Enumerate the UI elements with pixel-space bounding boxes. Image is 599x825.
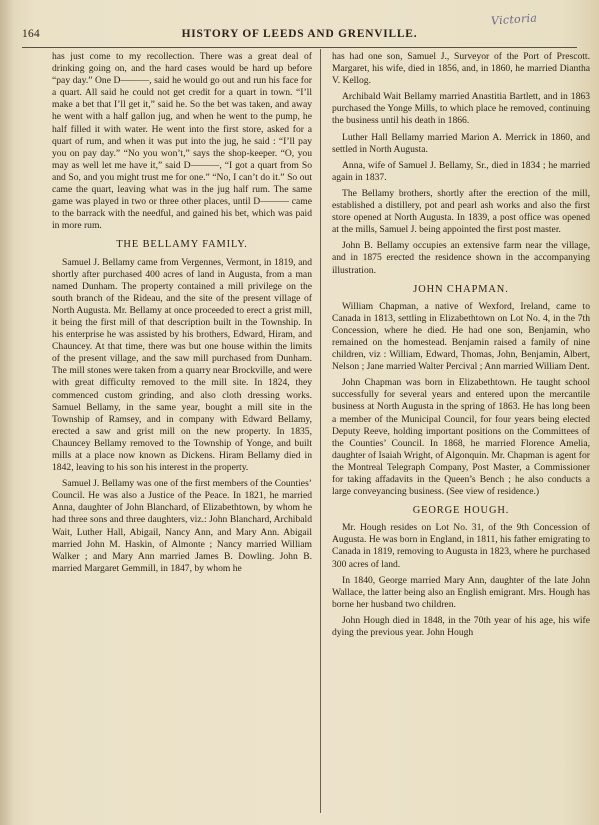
paragraph: Samuel J. Bellamy was one of the first members of the Counties’ Council. He was also a Justice of the Peace. In 1821, he married Anna, daughter of John Blanchard, of Elizabethtown, by whom he had three sons and three daughters, viz.: John Blanchard, Archibald Wait, Luther Hall, Abigail, Nancy Ann, and Mary Ann. Abigail married John M. Haskin, of Almonte ; Nancy married William Walker ; and Mary Ann married James B. Dowling. John B. married Margaret Gemmill, in 1847, by whom he bbox=[52, 478, 312, 574]
section-heading: JOHN CHAPMAN. bbox=[413, 283, 509, 295]
column-divider bbox=[320, 49, 321, 813]
section-heading: GEORGE HOUGH. bbox=[412, 505, 510, 517]
paragraph: Archibald Wait Bellamy married Anastitia Bartlett, and in 1863 purchased the Yonge Mills, to which place he removed, continuing the business until his death in 1866. bbox=[332, 91, 590, 127]
section-heading: THE BELLAMY FAMILY. bbox=[116, 239, 248, 251]
right-column bbox=[332, 51, 590, 643]
paragraph: has had one son, Samuel J., Surveyor of the Port of Prescott. Margaret, his wife, died in 1856, and, in 1860, he married Diantha V. Kellog. bbox=[332, 51, 590, 87]
paragraph: Luther Hall Bellamy married Marion A. Merrick in 1860, and settled in North Augusta. bbox=[332, 131, 590, 155]
left-column bbox=[52, 51, 312, 579]
paragraph: John Chapman was born in Elizabethtown. He taught school successfully for several years and entered upon the mercantile business at North Augusta in the spring of 1863. He has long been a member of the Municipal Council, for four years being elected Deputy Reeve, holding important positions on the Committees of the Counties’ Council. In 1868, he married Florence Amelia, daughter of Isaiah Wright, of Algonquin. Mr. Chapman is agent for the Montreal Telegraph Company, Post Master, a Commissioner for taking affadavits in the Queen’s Bench ; he also conducts a large conveyancing business. (See view of residence.) bbox=[332, 377, 590, 498]
handwritten-margin-note: Victoria bbox=[490, 11, 538, 28]
header-rule bbox=[22, 47, 577, 48]
paragraph: Anna, wife of Samuel J. Bellamy, Sr., died in 1834 ; he married again in 1837. bbox=[332, 159, 590, 183]
page-number: 164 bbox=[22, 28, 40, 40]
paragraph: The Bellamy brothers, shortly after the erection of the mill, established a distillery, pot and pearl ash works and also the first store opened at North Augusta. In 1839, a post office was opened at the mills, Samuel J. being appointed the first post master. bbox=[332, 187, 590, 236]
paragraph: Samuel J. Bellamy came from Vergennes, Vermont, in 1819, and shortly after purchased 400 acres of land in Augusta, from a man named Dunham. The property contained a mill privilege on the south branch of the Rideau, and the site of the present village of North Augusta. Mr. Bellamy at once proceeded to erect a grist mill, it being the first mill of that description built in the Township. In his enterprise he was assisted by his brothers, Edward, Hiram, and Chauncey. At that time, there was but one house within the limits of the present village, and the saw mill purchased from Dunham. The mill stones were taken from a quarry near Brockville, and were with great difficulty removed to the mill site. In 1824, they commenced custom grinding, and also cloth dressing works. Samuel Bellamy, in the same year, bought a mill site in the Township of Ramsey, and in company with Edward Bellamy, erected a saw and grist mill on the new property. In 1835, Chauncey Bellamy removed to the Township of Yonge, and built mills at a place now known as Dickens. Hiram Bellamy died in 1842, leaving to his son his interest in the property. bbox=[52, 256, 312, 474]
paragraph: has just come to my recollection. There was a great deal of drinking going on, and the hard cases would be hard up before “pay day.” One D———, said he would go out and run his face for a quart. All said he could not get credit for a quart in town. “I’ll make a bet that I’ll get it,” said he. So the bet was taken, and away he went with a half gallon jug, and when he went to the pump, he half filled it with water. He went into the first store, asked for a quart of rum, and when it was put into the jug, he said : “I’ll pay you on pay day.” “No you won’t,” says the shop-keeper. “O, you may as well let me have it,” said D———, “I got a quart from So and So, and you might trust me for one.” “No, I can’t do it.” So out came the quart, leaving what was in the jug half rum. The same game was played in two or three other places, until D——— came to the barrack with the needful, and gained his bet, which was paid in more rum. bbox=[52, 51, 312, 232]
page-edge-shadow bbox=[0, 0, 14, 825]
paragraph: In 1840, George married Mary Ann, daughter of the late John Wallace, the latter being also an English emigrant. Mrs. Hough has borne her husband two children. bbox=[332, 574, 590, 610]
running-header bbox=[22, 11, 577, 44]
paragraph: William Chapman, a native of Wexford, Ireland, came to Canada in 1813, settling in Elizabethtown on Lot No. 4, in the 7th Concession, where he died. He had one son, Benjamin, who remained on the homestead. Benjamin raised a family of nine children, viz : William, Edward, Thomas, John, Benjamin, Albert, Nelson ; Jane married Walter Percival ; Ann married William Dent. bbox=[332, 300, 590, 373]
paragraph: Mr. Hough resides on Lot No. 31, of the 9th Concession of Augusta. He was born in England, in 1811, his father emigrating to Canada in 1819, removing to Augusta in 1823, where he purchased 300 acres of land. bbox=[332, 522, 590, 570]
running-title: HISTORY OF LEEDS AND GRENVILLE. bbox=[181, 28, 418, 40]
paragraph: John Hough died in 1848, in the 70th year of his age, his wife dying the previous year. John Hough bbox=[332, 614, 590, 639]
paragraph: John B. Bellamy occupies an extensive farm near the village, and in 1875 erected the residence shown in the accompanying illustration. bbox=[332, 240, 590, 276]
